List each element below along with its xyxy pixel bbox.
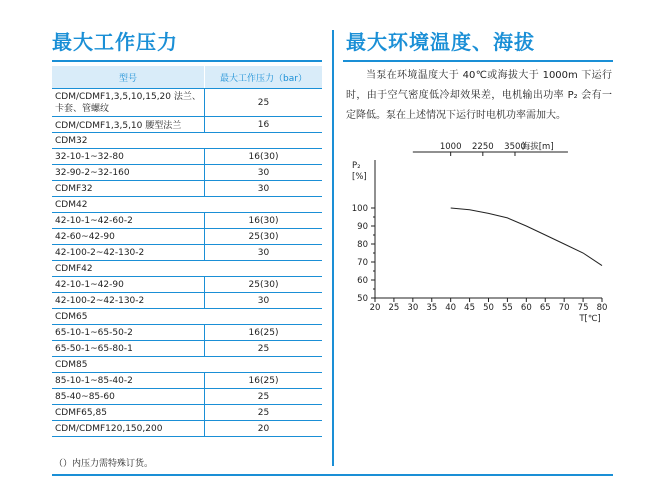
x-tick-label: 45 xyxy=(464,303,475,313)
pressure-cell: 30 xyxy=(205,293,323,309)
model-cell: CDMF65,85 xyxy=(52,405,205,421)
pressure-cell: 25 xyxy=(205,341,323,357)
table-row xyxy=(52,405,322,421)
pressure-cell xyxy=(205,357,323,373)
pressure-cell xyxy=(205,133,323,149)
table-group-row xyxy=(52,133,322,149)
temperature-description: 当泵在环境温度大于 40℃或海拔大于 1000m 下运行时，由于空气密度低冷却效果差，电机输出功率 P₂ 会有一定降低。泵在上述情况下运行时电机功率需加大。 xyxy=(346,70,612,121)
x-tick-label: 30 xyxy=(407,303,419,313)
top-tick-label: 1000 xyxy=(439,142,462,152)
model-cell: 42-10-1~42-60-2 xyxy=(52,213,205,229)
max-pressure-title: 最大工作压力 xyxy=(52,30,178,54)
y-tick-label: 60 xyxy=(357,276,368,286)
model-cell: CDM/CDMF120,150,200 xyxy=(52,421,205,437)
table-row xyxy=(52,181,322,197)
top-tick-label: 2250 xyxy=(472,142,494,152)
model-cell: 32-10-1~32-80 xyxy=(52,149,205,165)
max-temp-altitude-title: 最大环境温度、海拔 xyxy=(346,30,535,54)
pressure-cell: 16 xyxy=(205,117,323,133)
pressure-cell: 25 xyxy=(205,389,323,405)
pressure-cell xyxy=(205,309,323,325)
x-axis-label: T[℃] xyxy=(579,314,601,324)
derating-curve xyxy=(451,208,602,266)
y-tick-label: 90 xyxy=(357,222,368,232)
model-cell: 85-10-1~85-40-2 xyxy=(52,373,205,389)
pressure-cell: 30 xyxy=(205,245,323,261)
header-model: 型号 xyxy=(52,66,205,89)
table-row xyxy=(52,293,322,309)
top-tick-label: 3500 xyxy=(504,142,526,152)
pressure-cell: 16(30) xyxy=(205,149,323,165)
x-tick-label: 50 xyxy=(483,303,494,313)
pressure-cell: 25 xyxy=(205,405,323,421)
table-row xyxy=(52,245,322,261)
x-tick-label: 35 xyxy=(426,303,438,313)
table-group-row xyxy=(52,261,322,277)
pressure-cell xyxy=(205,261,323,277)
table-row xyxy=(52,373,322,389)
pressure-cell: 25(30) xyxy=(205,229,323,245)
column-divider xyxy=(332,30,334,466)
top-axis-label: 海拔[m] xyxy=(521,142,554,152)
x-tick-label: 70 xyxy=(558,303,570,313)
pressure-cell: 16(25) xyxy=(205,373,323,389)
pressure-cell xyxy=(205,197,323,213)
left-top-rule xyxy=(52,60,322,62)
table-row xyxy=(52,89,322,117)
x-tick-label: 80 xyxy=(596,303,608,313)
pressure-cell: 30 xyxy=(205,181,323,197)
model-cell: 42-100-2~42-130-2 xyxy=(52,245,205,261)
table-row xyxy=(52,389,322,405)
pressure-cell: 20 xyxy=(205,421,323,437)
model-cell: CDM65 xyxy=(52,309,205,325)
x-tick-label: 65 xyxy=(539,303,551,313)
x-tick-label: 25 xyxy=(388,303,400,313)
table-group-row xyxy=(52,357,322,373)
model-cell: 42-60~42-90 xyxy=(52,229,205,245)
x-tick-label: 40 xyxy=(445,303,457,313)
table-row xyxy=(52,149,322,165)
model-cell: CDM/CDMF1,3,5,10 腰型法兰 xyxy=(52,117,205,133)
model-cell: CDMF42 xyxy=(52,261,205,277)
x-tick-label: 55 xyxy=(502,303,513,313)
table-row xyxy=(52,341,322,357)
power-derating-chart xyxy=(340,138,620,328)
y-tick-label: 70 xyxy=(357,258,368,268)
y-axis-label: [%] xyxy=(352,172,367,182)
x-tick-label: 60 xyxy=(520,303,532,313)
model-cell: 42-100-2~42-130-2 xyxy=(52,293,205,309)
table-body xyxy=(52,89,322,437)
model-cell: CDM/CDMF1,3,5,10,15,20 法兰、 卡套、管螺纹 xyxy=(52,89,205,117)
table-row xyxy=(52,325,322,341)
table-group-row xyxy=(52,197,322,213)
y-tick-label: 50 xyxy=(357,294,368,304)
y-axis-label: P₂ xyxy=(352,161,361,171)
footnote: （）内压力需特殊订货。 xyxy=(54,459,154,469)
pressure-cell: 25 xyxy=(205,89,323,117)
model-cell: 65-50-1~65-80-1 xyxy=(52,341,205,357)
table-row xyxy=(52,213,322,229)
y-tick-label: 100 xyxy=(351,204,368,214)
pressure-cell: 25(30) xyxy=(205,277,323,293)
bottom-rule xyxy=(52,474,613,476)
pressure-table xyxy=(52,66,322,437)
model-cell: 85-40~85-60 xyxy=(52,389,205,405)
table-row xyxy=(52,165,322,181)
pressure-cell: 16(25) xyxy=(205,325,323,341)
model-cell: CDM42 xyxy=(52,197,205,213)
table-row xyxy=(52,117,322,133)
header-pressure: 最大工作压力（bar） xyxy=(205,66,323,89)
table-header-row xyxy=(52,66,322,89)
y-tick-label: 80 xyxy=(357,240,368,250)
x-tick-label: 20 xyxy=(369,303,381,313)
table-row xyxy=(52,421,322,437)
table-row xyxy=(52,229,322,245)
pressure-cell: 30 xyxy=(205,165,323,181)
x-tick-label: 75 xyxy=(577,303,589,313)
model-cell: CDM32 xyxy=(52,133,205,149)
model-cell: 65-10-1~65-50-2 xyxy=(52,325,205,341)
pressure-cell: 16(30) xyxy=(205,213,323,229)
model-cell: CDMF32 xyxy=(52,181,205,197)
model-cell: CDM85 xyxy=(52,357,205,373)
model-cell: 42-10-1~42-90 xyxy=(52,277,205,293)
model-cell: 32-90-2~32-160 xyxy=(52,165,205,181)
right-top-rule xyxy=(343,60,613,62)
table-row xyxy=(52,277,322,293)
table-group-row xyxy=(52,309,322,325)
